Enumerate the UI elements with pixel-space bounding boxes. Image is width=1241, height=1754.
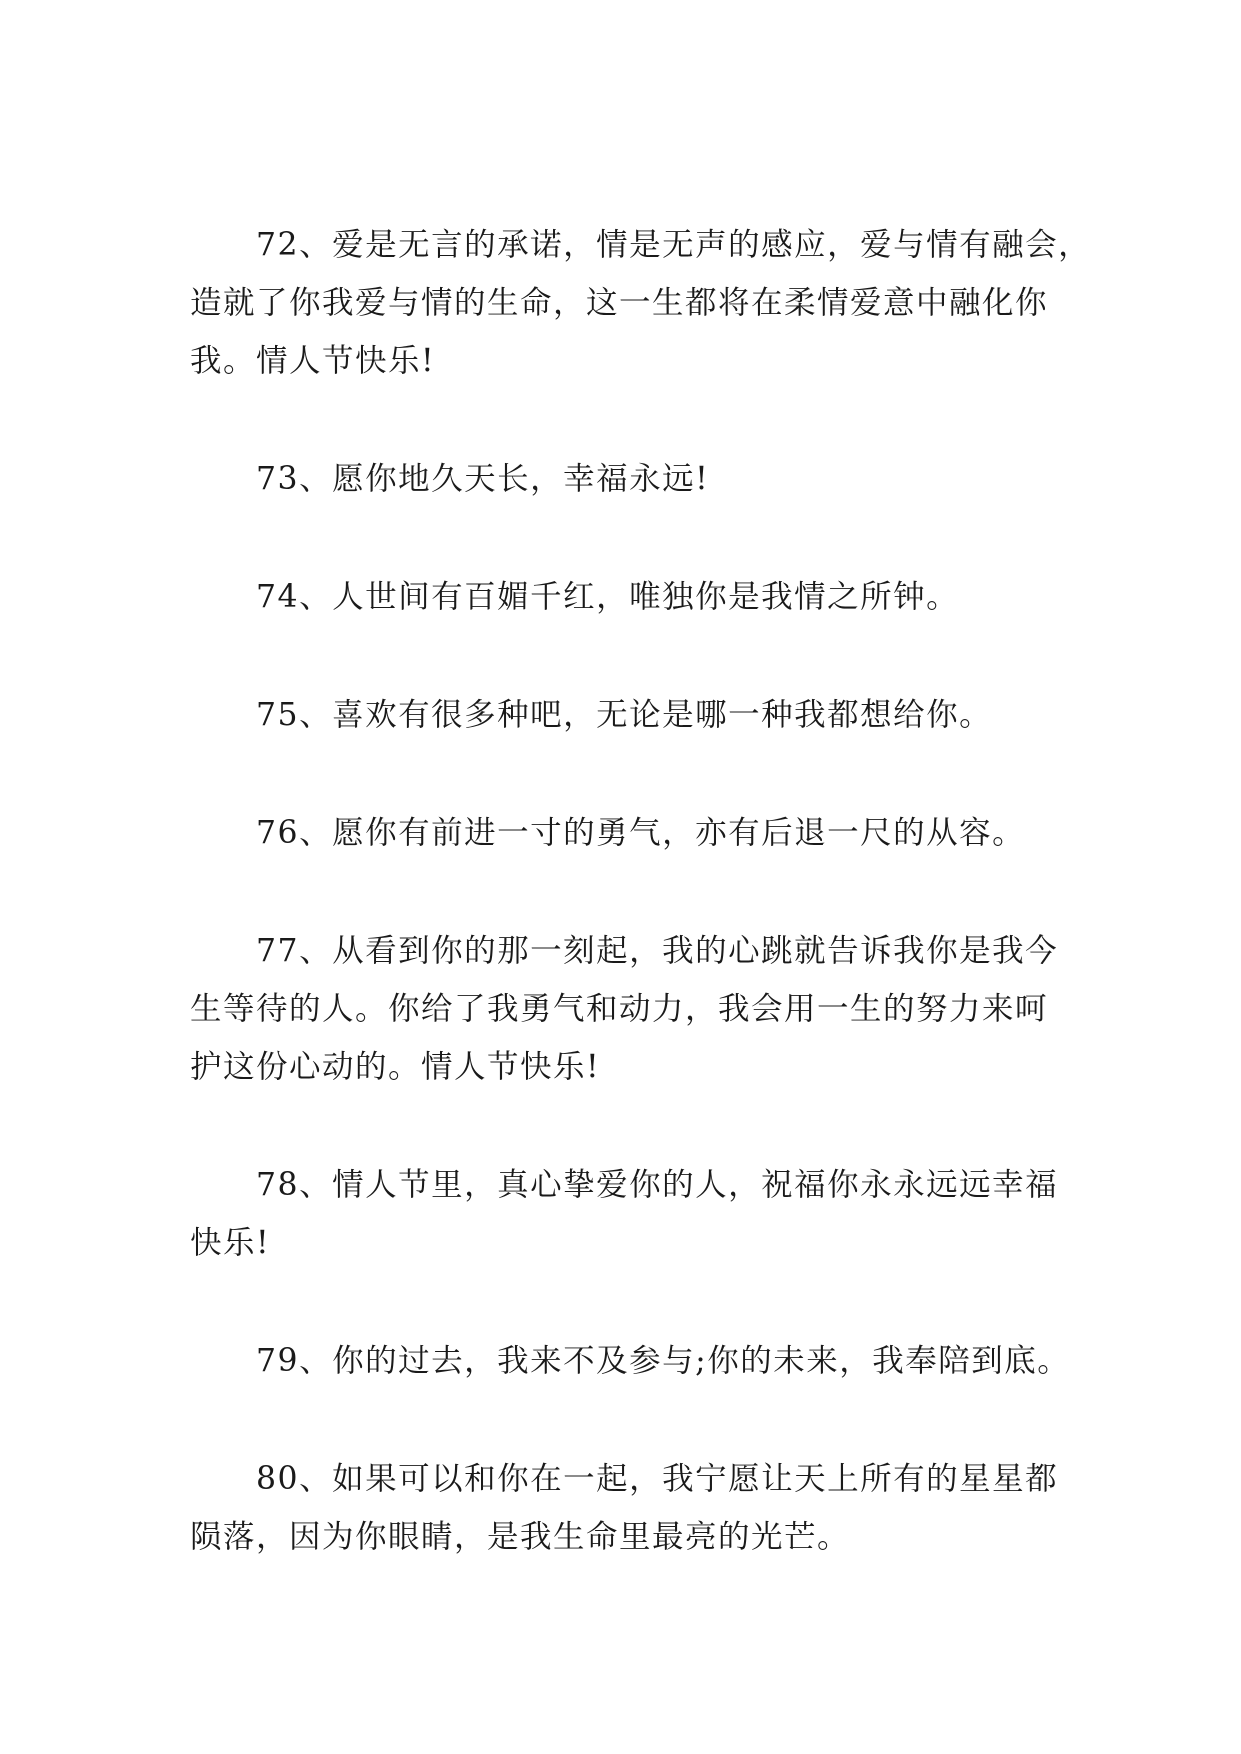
paragraph-77	[190, 922, 1066, 1096]
paragraph-73	[190, 450, 1066, 508]
paragraph-76	[190, 804, 1066, 862]
paragraph-75	[190, 686, 1066, 744]
paragraph-80	[190, 1450, 1066, 1566]
paragraph-line: 我。情人节快乐!	[190, 343, 436, 379]
paragraph-line: 76、愿你有前进一寸的勇气，亦有后退一尺的从容。	[256, 815, 1026, 851]
paragraph-78	[190, 1156, 1066, 1272]
paragraph-line: 造就了你我爱与情的生命，这一生都将在柔情爱意中融化你	[190, 285, 1049, 321]
paragraph-72	[190, 216, 1092, 390]
paragraph-line: 73、愿你地久天长，幸福永远!	[256, 461, 710, 497]
paragraph-74	[190, 568, 1066, 626]
paragraph-line: 护这份心动的。情人节快乐!	[190, 1049, 601, 1085]
paragraph-line: 75、喜欢有很多种吧，无论是哪一种我都想给你。	[256, 697, 993, 733]
paragraph-line: 陨落，因为你眼睛，是我生命里最亮的光芒。	[190, 1519, 851, 1555]
paragraph-line: 快乐!	[190, 1225, 271, 1261]
paragraph-line: 78、情人节里，真心挚爱你的人，祝福你永永远远幸福	[256, 1167, 1059, 1203]
paragraph-line: 77、从看到你的那一刻起，我的心跳就告诉我你是我今	[256, 933, 1059, 969]
paragraph-line: 79、你的过去，我来不及参与;你的未来，我奉陪到底。	[256, 1343, 1071, 1379]
paragraph-line: 74、人世间有百媚千红，唯独你是我情之所钟。	[256, 579, 960, 615]
paragraph-79	[190, 1332, 1071, 1390]
document-body	[190, 216, 1092, 1626]
paragraph-line: 80、如果可以和你在一起，我宁愿让天上所有的星星都	[256, 1461, 1059, 1497]
paragraph-line: 72、爱是无言的承诺，情是无声的感应，爱与情有融会，	[256, 227, 1092, 263]
paragraph-line: 生等待的人。你给了我勇气和动力，我会用一生的努力来呵	[190, 991, 1049, 1027]
